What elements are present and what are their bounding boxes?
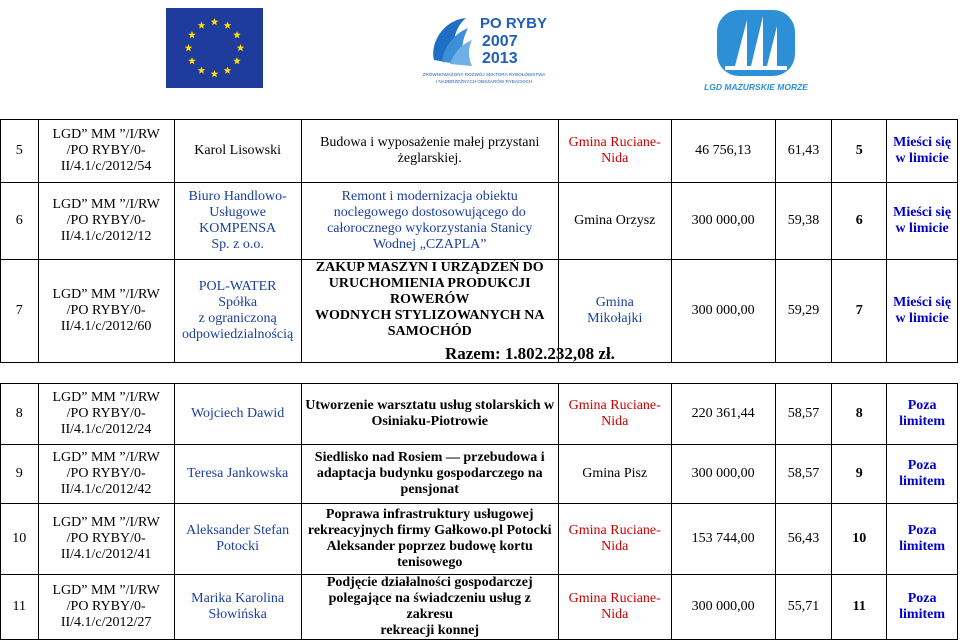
municipality-line: Gmina: [595, 295, 634, 310]
po-ryby-brand: PO RYBY: [480, 15, 547, 32]
score-percent: 55,71: [775, 575, 832, 640]
beneficiary-name-line: Wojciech Dawid: [190, 406, 285, 421]
project-title-line: SAMOCHÓD: [387, 324, 472, 339]
application-number-line: II/4.1/c/2012/12: [60, 229, 152, 244]
beneficiary-name-line: Sp. z o.o.: [211, 237, 264, 252]
application-number-line: /PO RYBY/0-: [66, 143, 146, 158]
beneficiary-name-line: Biuro Handlowo-: [188, 189, 287, 204]
ranking-position: 7: [832, 260, 887, 363]
application-number-line: LGD” MM ”/I/RW: [52, 515, 160, 530]
limit-status-line: Poza: [907, 591, 937, 606]
beneficiary-name: [174, 445, 301, 504]
beneficiary-name-line: Aleksander Stefan: [186, 523, 290, 538]
eu-flag-logo: [166, 8, 263, 88]
limit-status: [887, 183, 958, 260]
beneficiary-name: [174, 504, 301, 575]
project-title-line: Utworzenie warsztatu usług stolarskich w: [305, 398, 555, 413]
total-amount: Razem: 1.802.232,08 zł.: [444, 344, 615, 363]
limit-status-line: w limicie: [895, 151, 949, 166]
score-percent: 61,43: [775, 120, 832, 183]
application-number: [38, 575, 174, 640]
ranking-position: 10: [832, 504, 887, 575]
application-number-line: LGD” MM ”/I/RW: [52, 127, 160, 142]
subsidy-amount: 46 756,13: [671, 120, 775, 183]
limit-status: [887, 384, 958, 445]
limit-status-line: w limicie: [895, 221, 949, 236]
limit-status-line: Poza: [907, 398, 937, 413]
beneficiary-name-line: KOMPENSA: [199, 221, 277, 236]
table-row: [1, 120, 958, 183]
application-number-line: LGD” MM ”/I/RW: [52, 287, 160, 302]
subsidy-amount: 220 361,44: [671, 384, 775, 445]
application-number: [38, 120, 174, 183]
municipality: [558, 120, 671, 183]
municipality-line: Nida: [601, 151, 629, 166]
project-title-line: Aleksander poprzez budowę kortu: [326, 539, 533, 554]
limit-status-line: limitem: [899, 414, 945, 429]
row-number: 6: [1, 183, 39, 260]
municipality-line: Nida: [601, 414, 629, 429]
application-number: [38, 384, 174, 445]
subsidy-amount: 300 000,00: [671, 260, 775, 363]
ranking-position: 11: [832, 575, 887, 640]
limit-status-line: Poza: [907, 458, 937, 473]
project-title-line: całorocznego wykorzystania Stanicy: [327, 221, 533, 236]
limit-status-line: Mieści się: [893, 135, 952, 150]
row-number: 8: [1, 384, 39, 445]
ranking-position: 8: [832, 384, 887, 445]
table-row: [1, 260, 958, 363]
subsidy-amount: 300 000,00: [671, 183, 775, 260]
application-number-line: II/4.1/c/2012/24: [60, 422, 152, 437]
municipality-line: Gmina Ruciane-: [568, 523, 661, 538]
project-title: [301, 575, 558, 640]
municipality-line: Gmina Ruciane-: [568, 591, 661, 606]
row-number: 10: [1, 504, 39, 575]
municipality-line: Gmina Orzysz: [574, 213, 656, 228]
beneficiary-name-line: odpowiedzialnością: [182, 327, 294, 342]
subsidy-amount: 300 000,00: [671, 575, 775, 640]
table-row: [1, 445, 958, 504]
table-row: [1, 575, 958, 640]
municipality-line: Gmina Ruciane-: [568, 135, 661, 150]
municipality: [558, 504, 671, 575]
limit-status: [887, 260, 958, 363]
table-row: [1, 504, 958, 575]
project-title-line: URUCHOMIENIA PRODUKCJI ROWERÓW: [328, 276, 531, 307]
project-title-line: noclegowego dostosowującego do: [333, 205, 526, 220]
project-title-line: ZAKUP MASZYN I URZĄDZEŃ DO: [315, 260, 544, 275]
beneficiary-name: [174, 384, 301, 445]
po-ryby-logo: [420, 6, 548, 90]
application-number-line: II/4.1/c/2012/41: [60, 547, 152, 562]
beneficiary-name: [174, 120, 301, 183]
application-number-line: /PO RYBY/0-: [66, 406, 146, 421]
svg-text:2007: 2007: [482, 33, 518, 50]
project-title-line: Remont i modernizacja obiektu: [341, 189, 518, 204]
score-percent: 59,29: [775, 260, 832, 363]
score-percent: 58,57: [775, 445, 832, 504]
project-title-line: tenisowego: [397, 555, 463, 570]
beneficiary-name-line: Słowińska: [208, 607, 267, 622]
application-number-line: II/4.1/c/2012/42: [60, 482, 152, 497]
project-title: [301, 384, 558, 445]
application-number-line: /PO RYBY/0-: [66, 303, 146, 318]
project-title-line: WODNYCH STYLIZOWANYCH NA: [314, 308, 545, 323]
project-title-line: rekreacji konnej: [380, 623, 480, 638]
row-number: 11: [1, 575, 39, 640]
municipality-line: Gmina Pisz: [582, 466, 648, 481]
municipality: [558, 183, 671, 260]
beneficiary-name-line: Karol Lisowski: [194, 143, 281, 158]
municipality-line: Mikołajki: [587, 311, 643, 326]
application-number: [38, 445, 174, 504]
table-row: [1, 384, 958, 445]
row-number: 9: [1, 445, 39, 504]
svg-text:2013: 2013: [482, 50, 518, 67]
limit-status: [887, 120, 958, 183]
limit-status-line: Mieści się: [893, 205, 952, 220]
beneficiary-name-line: Potocki: [216, 539, 260, 554]
table-gap: [1, 363, 958, 384]
score-percent: 58,57: [775, 384, 832, 445]
project-title-line: Siedlisko nad Rosiem — przebudowa i: [314, 450, 545, 465]
project-title-line: pensjonat: [400, 482, 459, 497]
beneficiary-name-line: Usługowe: [209, 205, 267, 220]
limit-status: [887, 445, 958, 504]
ranking-position: 6: [832, 183, 887, 260]
application-number-line: LGD” MM ”/I/RW: [52, 583, 160, 598]
beneficiary-name: [174, 260, 301, 363]
application-number-line: II/4.1/c/2012/54: [60, 159, 152, 174]
application-number-line: LGD” MM ”/I/RW: [52, 450, 160, 465]
application-number-line: LGD” MM ”/I/RW: [52, 390, 160, 405]
table-row: [1, 183, 958, 260]
limit-status-line: Poza: [907, 523, 937, 538]
application-number-line: II/4.1/c/2012/60: [60, 319, 152, 334]
application-number: [38, 183, 174, 260]
limit-status-line: limitem: [899, 607, 945, 622]
application-number: [38, 504, 174, 575]
municipality-line: Nida: [601, 539, 629, 554]
application-number-line: /PO RYBY/0-: [66, 599, 146, 614]
municipality: [558, 575, 671, 640]
beneficiary-name: [174, 183, 301, 260]
application-number-line: /PO RYBY/0-: [66, 531, 146, 546]
project-title-line: żeglarskiej.: [397, 151, 462, 166]
limit-status-line: limitem: [899, 474, 945, 489]
application-number: [38, 260, 174, 363]
municipality-line: Nida: [601, 607, 629, 622]
limit-status-line: w limicie: [895, 311, 949, 326]
svg-text:LGD MAZURSKIE MORZE: LGD MAZURSKIE MORZE: [704, 82, 808, 92]
project-title-line: Poprawa infrastruktury usługowej: [325, 507, 534, 522]
project-title: [301, 504, 558, 575]
svg-text:ZRÓWNOWAŻONY ROZWÓJ SEKTORA RY: ZRÓWNOWAŻONY ROZWÓJ SEKTORA RYBOŁÓWSTWA: [422, 72, 546, 77]
svg-text:I NADBRZEŻNYCH OBSZARÓW RYBACK: I NADBRZEŻNYCH OBSZARÓW RYBACKICH: [435, 79, 533, 84]
project-title-line: Budowa i wyposażenie małej przystani: [320, 135, 540, 150]
row-number: 5: [1, 120, 39, 183]
application-number-line: /PO RYBY/0-: [66, 466, 146, 481]
project-title-line: Osiniaku-Piotrowie: [371, 414, 488, 429]
ranking-position: 5: [832, 120, 887, 183]
limit-status-line: Mieści się: [893, 295, 952, 310]
limit-status: [887, 504, 958, 575]
limit-status-line: limitem: [899, 539, 945, 554]
score-percent: 56,43: [775, 504, 832, 575]
project-title-line: rekreacyjnych firmy Gałkowo.pl Potocki: [307, 523, 552, 538]
project-title-line: adaptacja budynku gospodarczego na: [316, 466, 543, 481]
municipality: [558, 384, 671, 445]
beneficiary-name-line: POL-WATER Spółka: [198, 279, 277, 310]
subsidy-amount: 153 744,00: [671, 504, 775, 575]
ranking-table: [0, 119, 958, 640]
application-number-line: LGD” MM ”/I/RW: [52, 197, 160, 212]
score-percent: 59,38: [775, 183, 832, 260]
municipality-line: Gmina Ruciane-: [568, 398, 661, 413]
project-title-line: Wodnej „CZAPLA”: [372, 237, 487, 252]
row-number: 7: [1, 260, 39, 363]
municipality: [558, 445, 671, 504]
project-title-line: polegające na świadczeniu usług z zakresu: [328, 591, 531, 622]
project-title-line: Podjęcie działalności gospodarczej: [326, 575, 533, 590]
subsidy-amount: 300 000,00: [671, 445, 775, 504]
application-number-line: /PO RYBY/0-: [66, 213, 146, 228]
limit-status: [887, 575, 958, 640]
application-number-line: II/4.1/c/2012/27: [60, 615, 152, 630]
ranking-position: 9: [832, 445, 887, 504]
beneficiary-name-line: Teresa Jankowska: [187, 466, 289, 481]
beneficiary-name: [174, 575, 301, 640]
beneficiary-name-line: z ograniczoną: [198, 311, 277, 326]
beneficiary-name-line: Marika Karolina: [191, 591, 285, 606]
lgd-mazurskie-morze-logo: [704, 6, 808, 94]
project-title: [301, 120, 558, 183]
project-title: [301, 183, 558, 260]
project-title: [301, 445, 558, 504]
